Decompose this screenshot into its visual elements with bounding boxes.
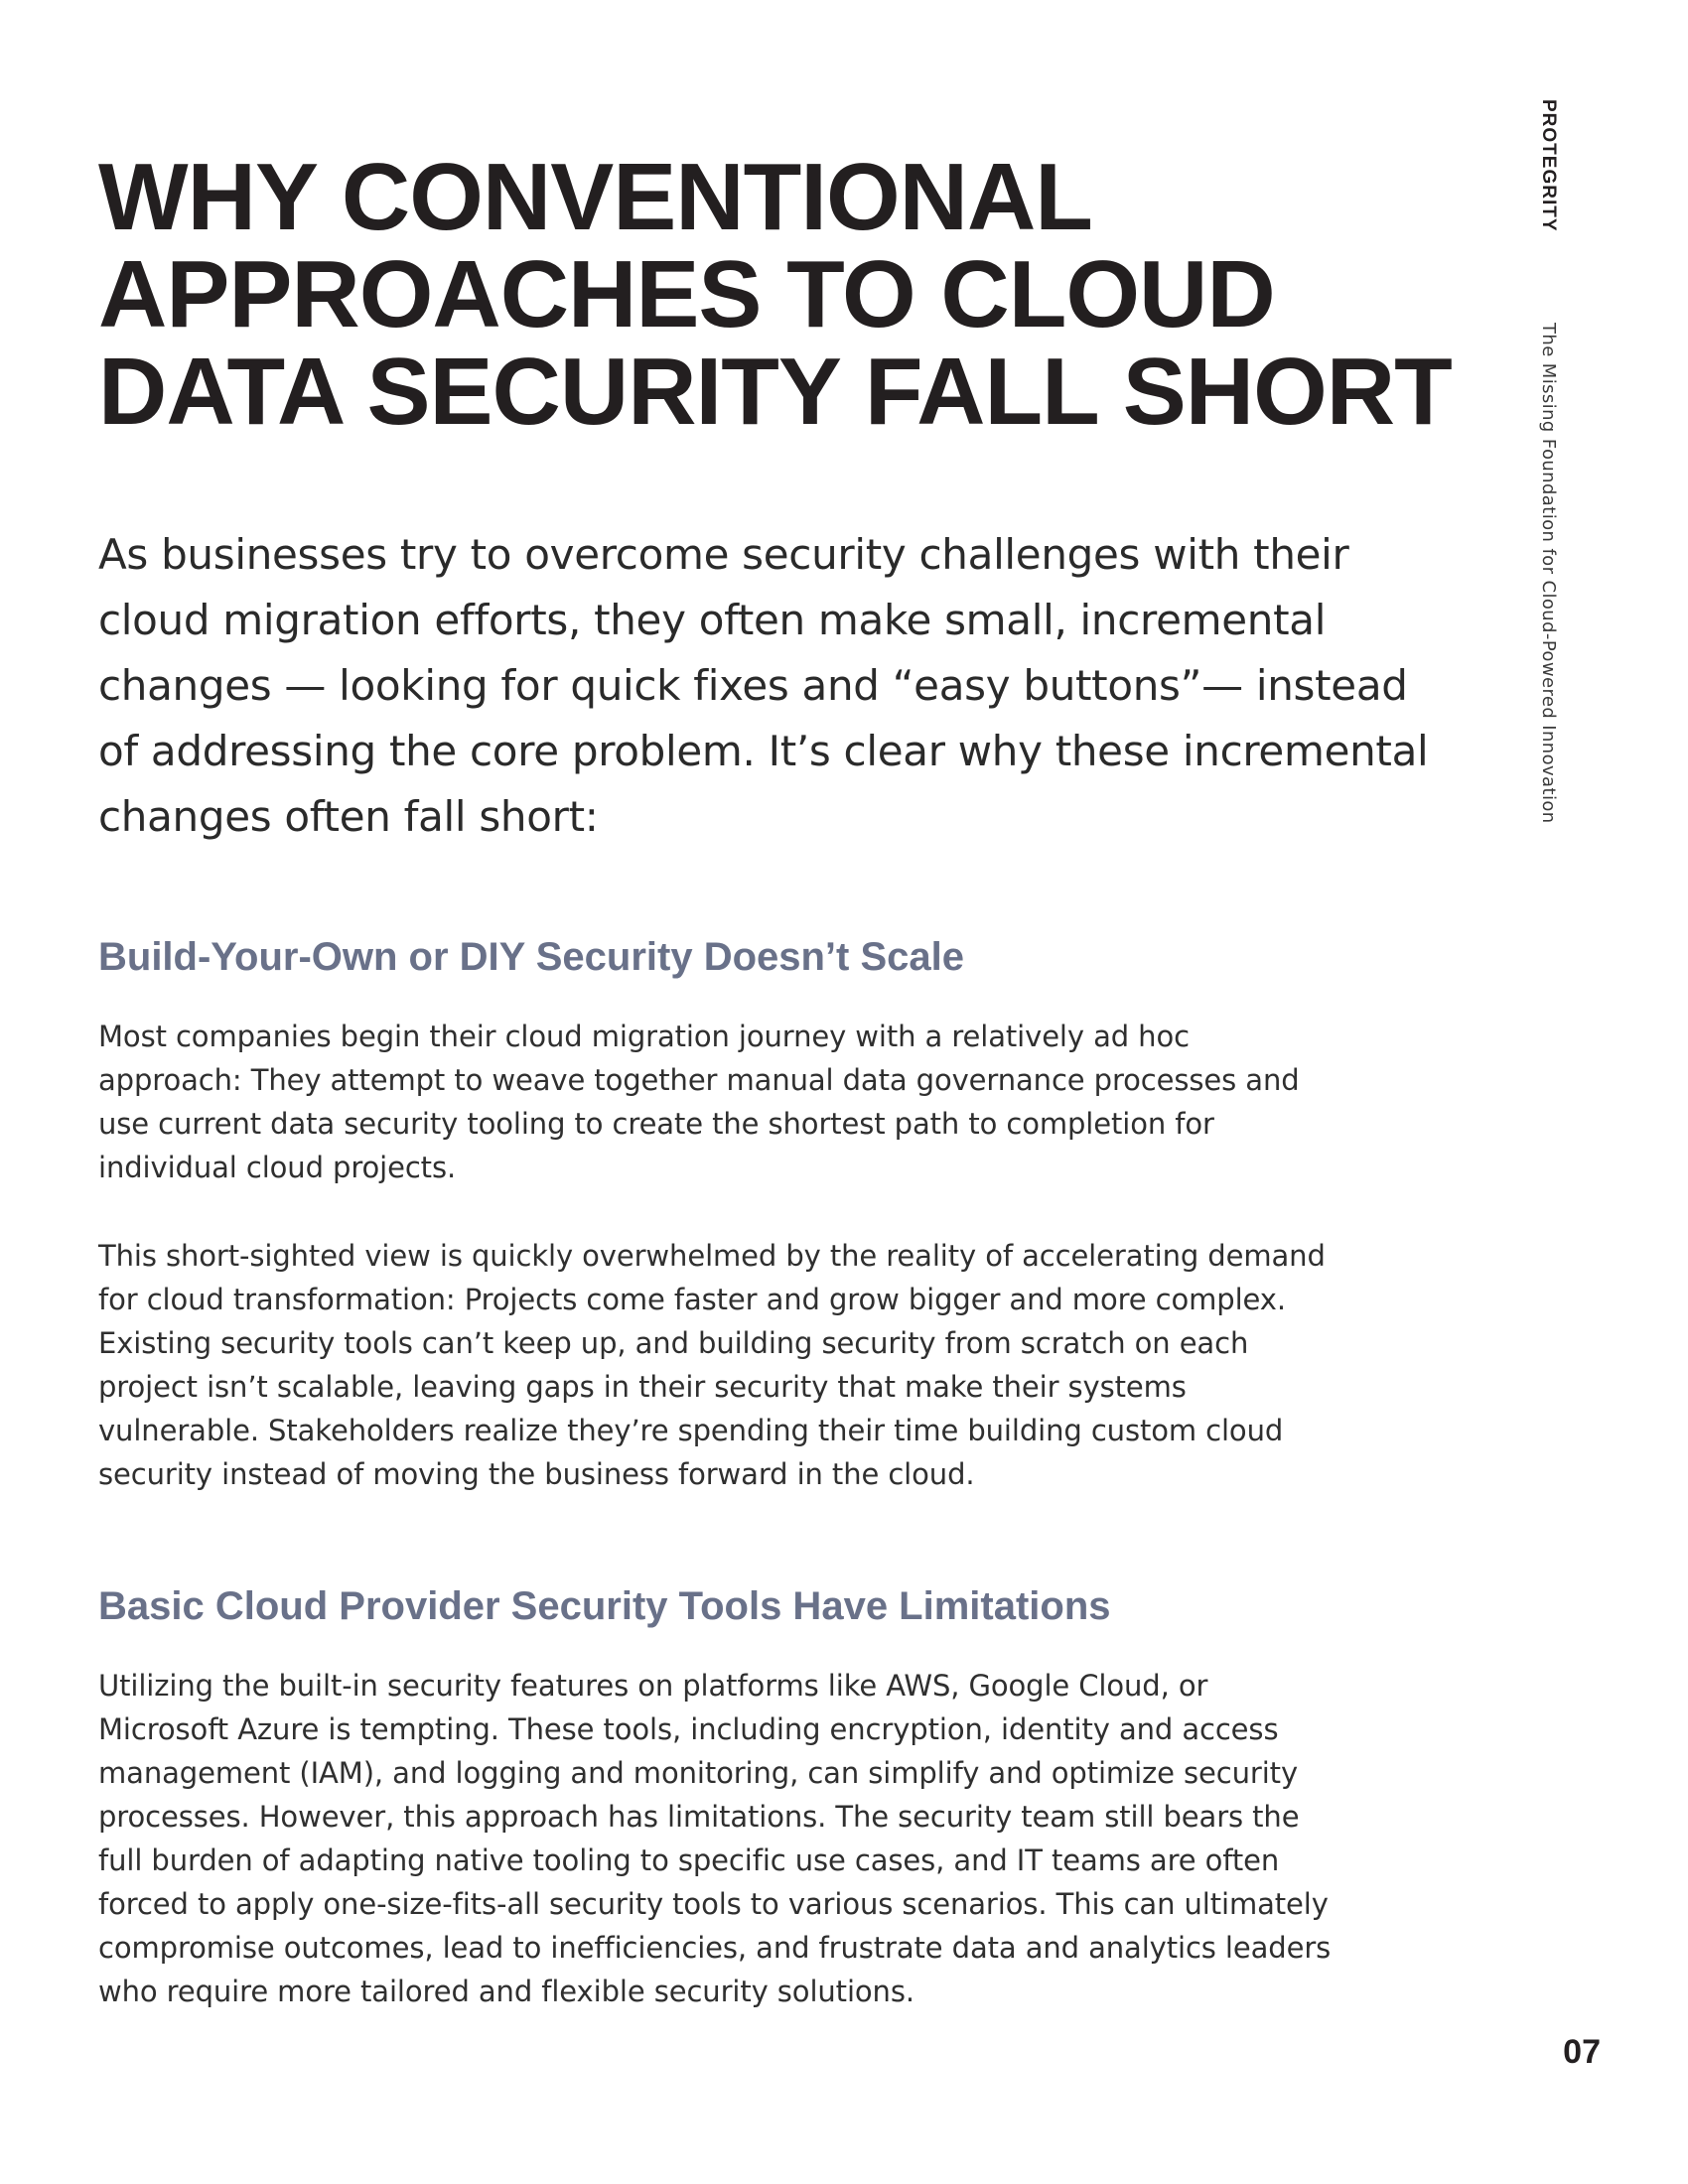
body-paragraph: Most companies begin their cloud migration journey with a relatively ad hoc approach: They attempt to weave together manual data governance processes and use current data security tooling to create the shortest path to completion for individual cloud projects. [98, 1020, 1300, 1184]
body-paragraph: This short-sighted view is quickly overwhelmed by the reality of accelerating demand for cloud transformation: Projects come faster and grow bigger and more complex. Existing security tools can’t keep up, and building security from scratch on each project isn’t scalable, leaving gaps in their security that make their systems vulnerable. Stakeholders realize they’re spending their time building custom cloud security instead of moving the business forward in the cloud. [98, 1239, 1326, 1491]
brand-rail-label: PROTEGRITY [1538, 99, 1559, 232]
document-subtitle-rail: The Missing Foundation for Cloud-Powered Innovation [1538, 323, 1559, 824]
section-heading-cloud-provider-tools: Basic Cloud Provider Security Tools Have Limitations [98, 1584, 1111, 1628]
page-number: 07 [1563, 2033, 1601, 2071]
intro-lead-paragraph: As businesses try to overcome security challenges with their cloud migration efforts, they often make small, incremental changes — looking for quick fixes and “easy buttons”— instead of addressing the core problem. It’s clear why these incremental changes often fall short: [98, 530, 1429, 841]
body-paragraph: Utilizing the built-in security features on platforms like AWS, Google Cloud, or Microsoft Azure is tempting. These tools, including encryption, identity and access management (IAM), and logging and monitoring, can simplify and optimize security processes. However, this approach has limitations. The security team still bears the full burden of adapting native tooling to specific use cases, and IT teams are often forced to apply one-size-fits-all security tools to various scenarios. This can ultimately compromise outcomes, lead to inefficiencies, and frustrate data and analytics leaders who require more tailored and flexible security solutions. [98, 1669, 1332, 2008]
page-title: WHY CONVENTIONAL APPROACHES TO CLOUD DATA SECURITY FALL SHORT [98, 144, 1452, 445]
section-heading-diy-security: Build-Your-Own or DIY Security Doesn’t Scale [98, 935, 965, 979]
